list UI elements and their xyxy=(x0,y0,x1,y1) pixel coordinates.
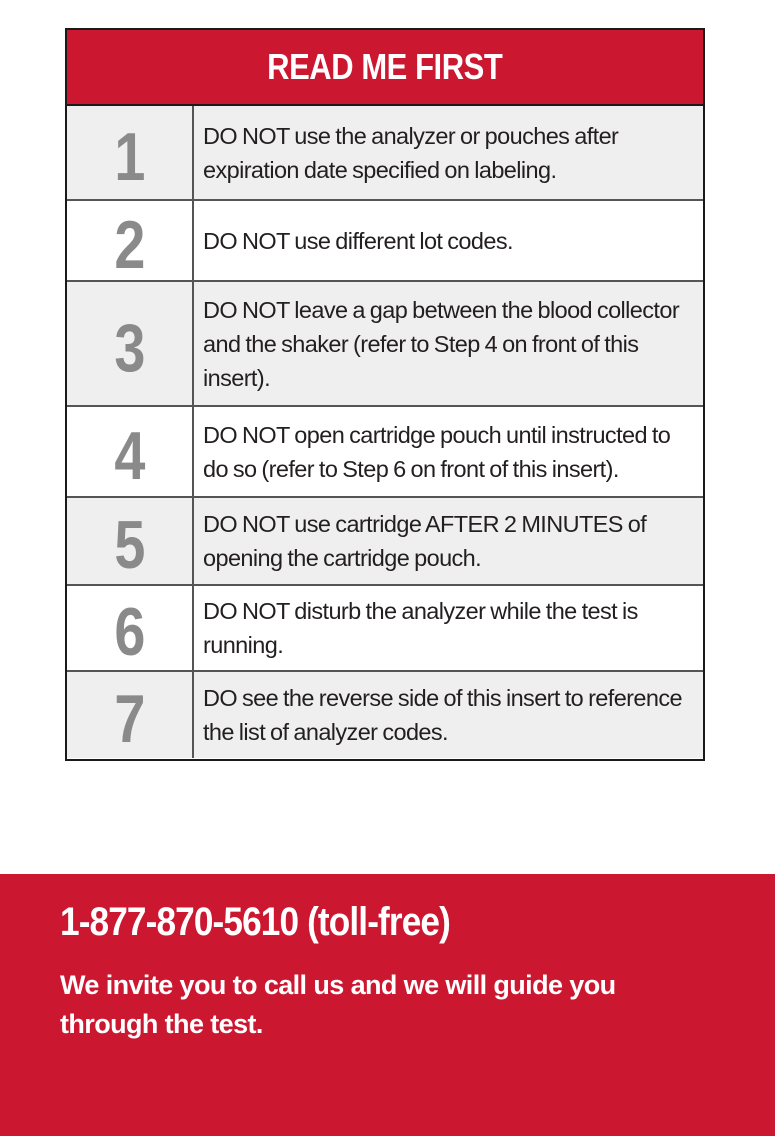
instruction-number: 7 xyxy=(67,672,194,758)
instruction-number: 1 xyxy=(67,106,194,199)
instruction-row xyxy=(67,106,703,201)
instruction-text: DO NOT leave a gap between the blood collector and the shaker (refer to Step 4 on front of this insert). xyxy=(203,296,680,391)
instruction-text: DO NOT disturb the analyzer while the test is running. xyxy=(203,598,638,658)
instruction-text: DO NOT use the analyzer or pouches after expiration date specified on labeling. xyxy=(203,122,619,183)
instruction-text: DO NOT use cartridge AFTER 2 MINUTES of opening the cartridge pouch. xyxy=(203,511,647,571)
support-invitation-text: We invite you to call us and we will guide you through the test. xyxy=(60,970,616,1039)
instruction-number: 4 xyxy=(67,407,194,496)
instruction-number: 3 xyxy=(67,282,194,405)
toll-free-phone-number: 1-877-870-5610 (toll-free) xyxy=(60,900,450,944)
instruction-row xyxy=(67,498,703,586)
instruction-row xyxy=(67,282,703,407)
read-me-first-card xyxy=(65,28,705,761)
contact-footer xyxy=(0,874,775,1136)
instruction-text: DO NOT open cartridge pouch until instructed to do so (refer to Step 6 on front of this insert). xyxy=(203,421,671,482)
instruction-row xyxy=(67,201,703,282)
instruction-number: 2 xyxy=(67,201,194,280)
instruction-row xyxy=(67,586,703,672)
instruction-text: DO see the reverse side of this insert to reference the list of analyzer codes. xyxy=(203,685,682,745)
instruction-row xyxy=(67,407,703,498)
instruction-number: 6 xyxy=(67,586,194,670)
card-header xyxy=(67,30,703,106)
instruction-row xyxy=(67,672,703,758)
instruction-number: 5 xyxy=(67,498,194,584)
instruction-text: DO NOT use different lot codes. xyxy=(203,227,513,254)
card-title: READ ME FIRST xyxy=(267,46,503,87)
